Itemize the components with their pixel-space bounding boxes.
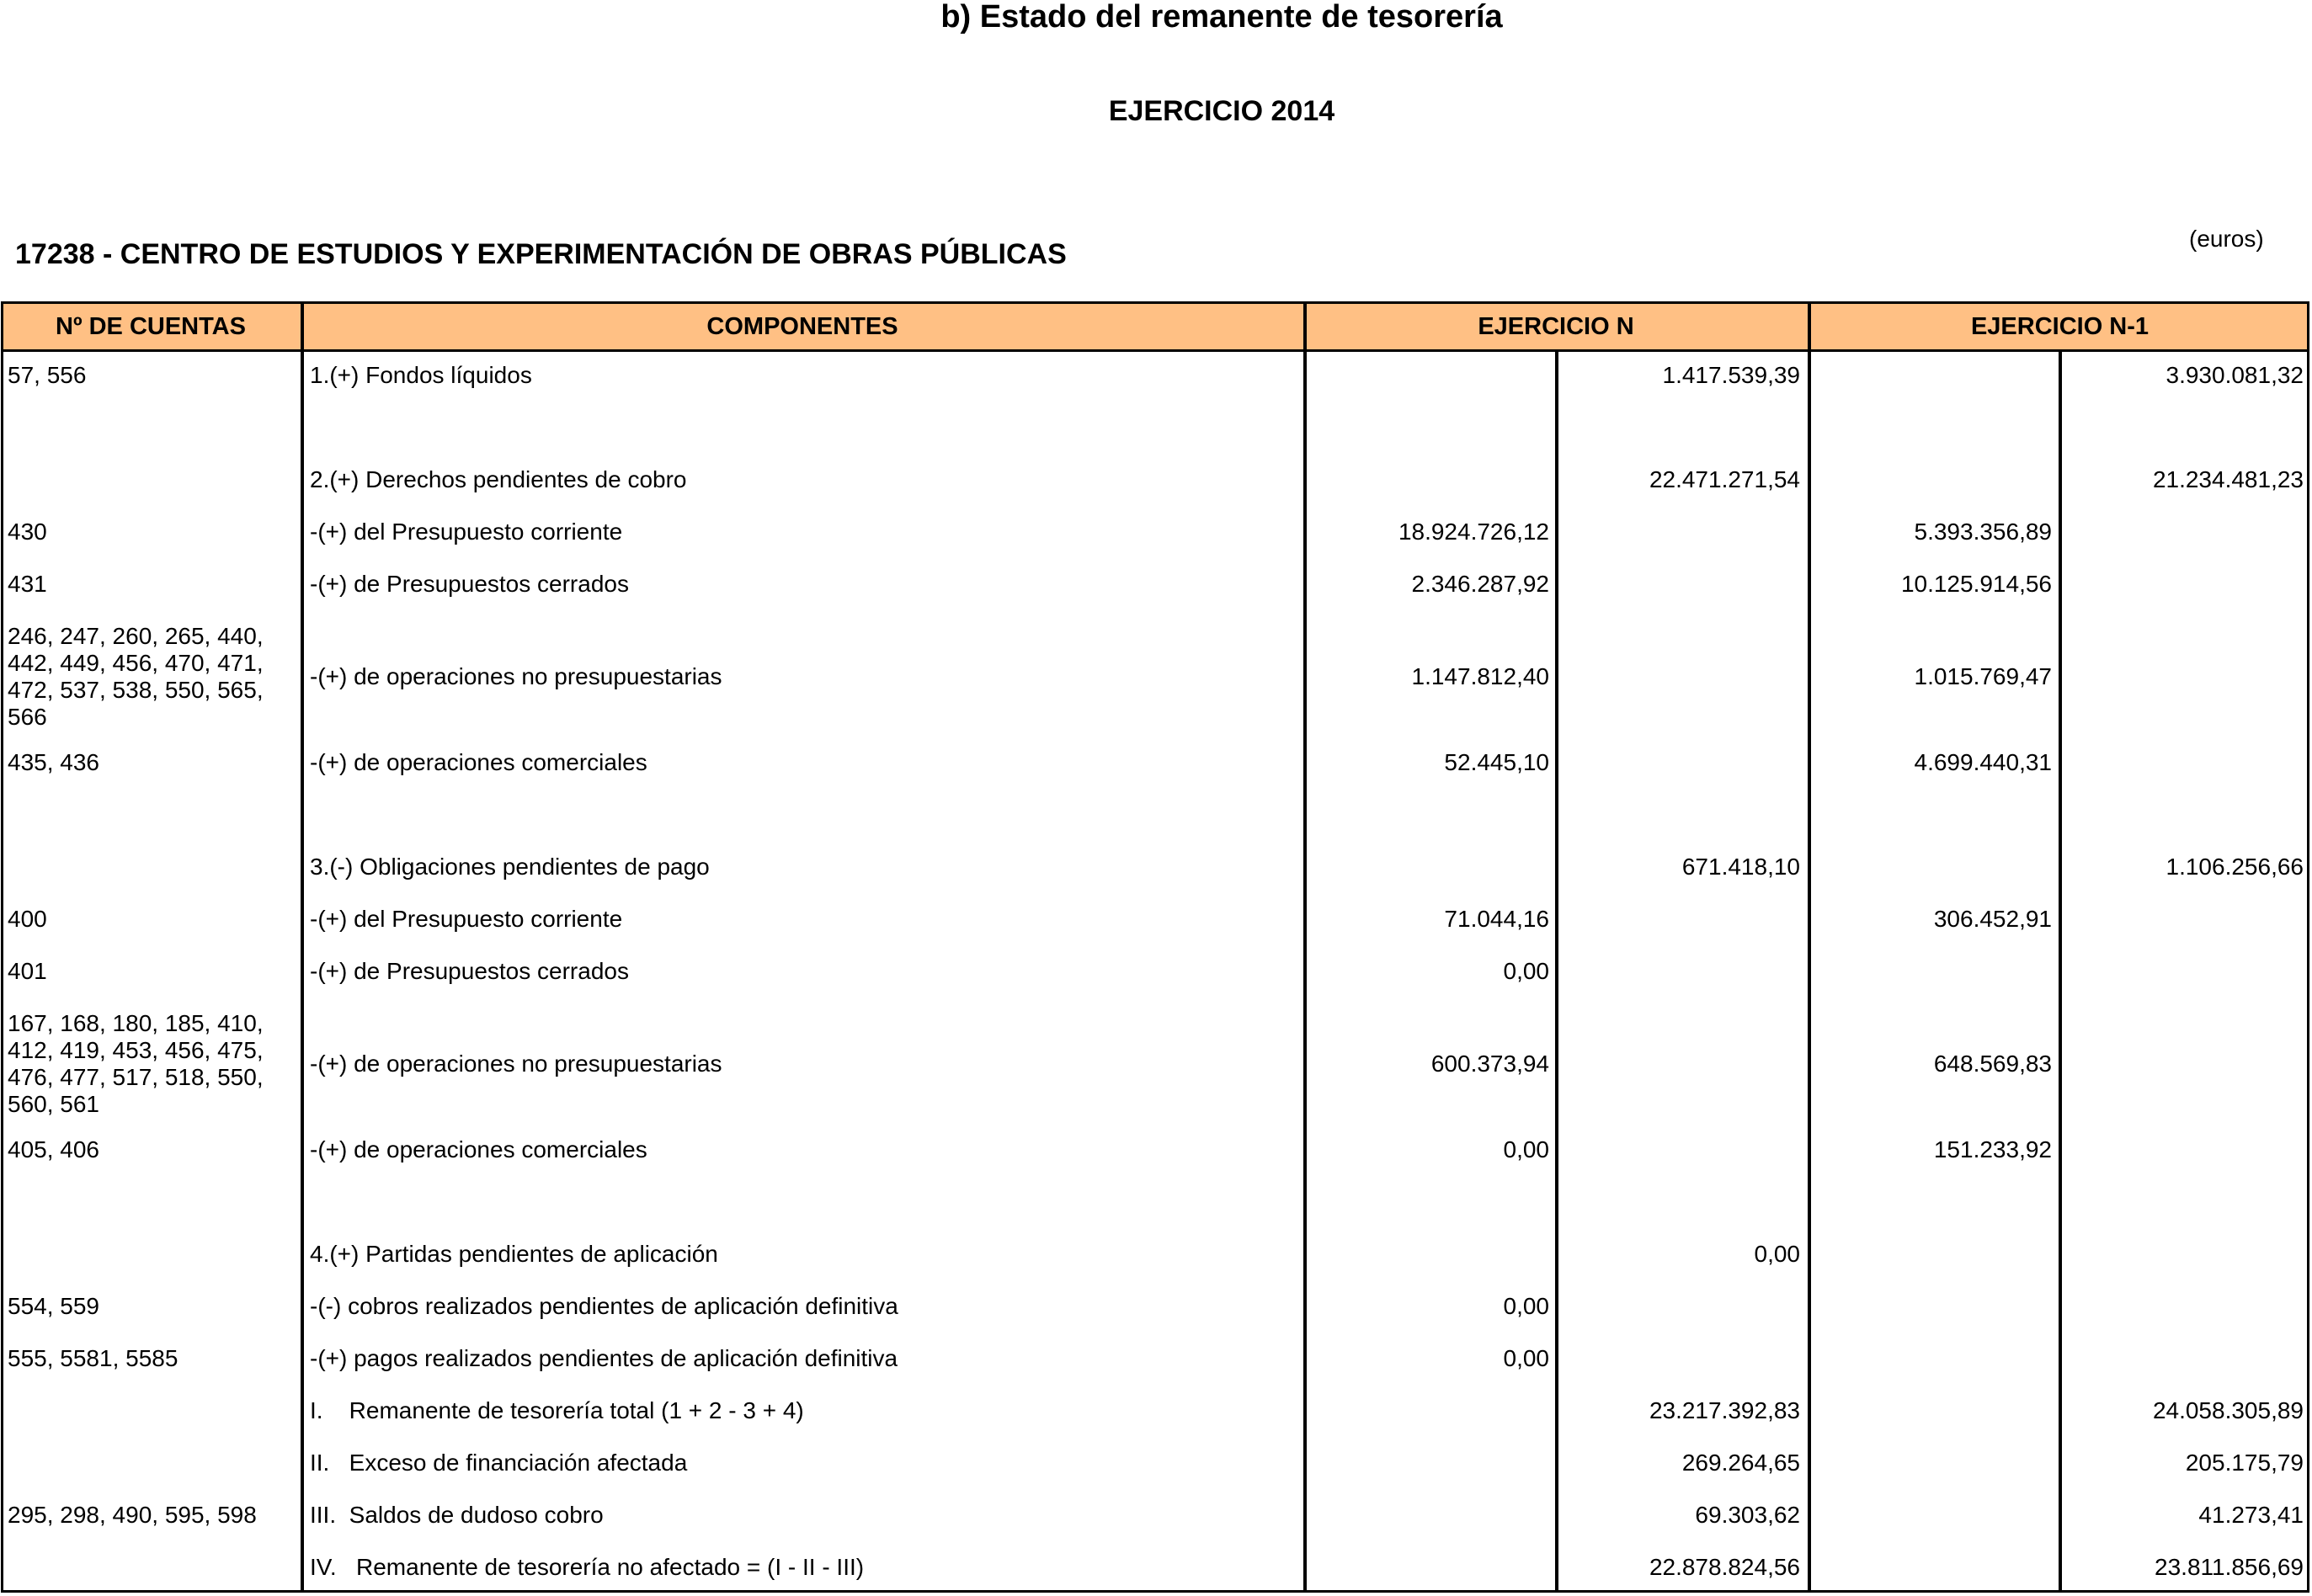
year-n-detail-amount: 1.147.812,40	[1411, 663, 1549, 689]
account-numbers: 555, 5581, 5585	[8, 1345, 178, 1371]
subcolumn-divider	[1555, 352, 1558, 1593]
year-n1-total-amount: 3.930.081,32	[2166, 362, 2304, 388]
year-n1-total-amount: 24.058.305,89	[2152, 1397, 2304, 1423]
year-n1-total-amount: 23.811.856,69	[2155, 1554, 2304, 1580]
year-n-detail-amount: 71.044,16	[1444, 906, 1549, 932]
component-label: II. Exceso de financiación afectada	[310, 1450, 688, 1476]
column-header-year-n1: EJERCICIO N-1	[1970, 313, 2150, 340]
component-label: -(+) pagos realizados pendientes de aplicación definitiva	[310, 1345, 898, 1371]
column-divider	[1808, 301, 1811, 1593]
account-numbers: 430	[8, 519, 47, 545]
year-n-detail-amount: 0,00	[1503, 1345, 1549, 1371]
fiscal-year-heading: EJERCICIO 2014	[1108, 95, 1335, 127]
component-label: -(+) del Presupuesto corriente	[310, 906, 623, 932]
year-n-detail-amount: 0,00	[1503, 1293, 1549, 1319]
year-n1-detail-amount: 4.699.440,31	[1914, 749, 2052, 775]
component-label: 2.(+) Derechos pendientes de cobro	[310, 466, 687, 492]
component-label: -(+) de operaciones no presupuestarias	[310, 1051, 722, 1077]
account-numbers: 400	[8, 906, 47, 932]
year-n-total-amount: 0,00	[1754, 1241, 1800, 1267]
year-n1-total-amount: 205.175,79	[2185, 1450, 2304, 1476]
year-n-detail-amount: 600.373,94	[1430, 1051, 1549, 1077]
column-header-year-n: EJERCICIO N	[1478, 313, 1634, 340]
component-label: IV. Remanente de tesorería no afectado = (I - II - III)	[310, 1554, 865, 1580]
account-numbers: 401	[8, 958, 47, 984]
year-n1-detail-amount: 151.233,92	[1933, 1136, 2052, 1162]
account-numbers: 405, 406	[8, 1136, 99, 1162]
component-label: -(+) de Presupuestos cerrados	[310, 958, 629, 984]
year-n1-detail-amount: 1.015.769,47	[1914, 663, 2052, 689]
year-n1-detail-amount: 306.452,91	[1933, 906, 2052, 932]
component-label: -(-) cobros realizados pendientes de aplicación definitiva	[310, 1293, 898, 1319]
year-n-total-amount: 23.217.392,83	[1649, 1397, 1800, 1423]
currency-units-label: (euros)	[2189, 226, 2264, 252]
component-label: -(+) de operaciones comerciales	[310, 1136, 647, 1162]
entity-heading: 17238 - CENTRO DE ESTUDIOS Y EXPERIMENTACIÓN DE OBRAS PÚBLICAS	[15, 238, 1067, 270]
report-title: b) Estado del remanente de tesorería	[940, 0, 1503, 35]
year-n-detail-amount: 0,00	[1503, 958, 1549, 984]
column-divider	[1303, 301, 1307, 1593]
year-n-detail-amount: 2.346.287,92	[1411, 571, 1549, 597]
component-label: III. Saldos de dudoso cobro	[310, 1502, 604, 1528]
year-n1-detail-amount: 5.393.356,89	[1914, 519, 2052, 545]
year-n1-total-amount: 1.106.256,66	[2166, 854, 2304, 880]
year-n-detail-amount: 52.445,10	[1444, 749, 1549, 775]
year-n1-total-amount: 21.234.481,23	[2152, 466, 2304, 492]
account-numbers: 431	[8, 571, 47, 597]
component-label: 3.(-) Obligaciones pendientes de pago	[310, 854, 710, 880]
account-numbers: 167, 168, 180, 185, 410, 412, 419, 453, 456, 475, 476, 477, 517, 518, 550, 560, 561	[8, 1010, 264, 1117]
component-label: 4.(+) Partidas pendientes de aplicación	[310, 1241, 718, 1267]
component-label: -(+) de operaciones comerciales	[310, 749, 647, 775]
year-n-total-amount: 1.417.539,39	[1662, 362, 1800, 388]
year-n-total-amount: 22.471.271,54	[1649, 466, 1800, 492]
year-n-detail-amount: 0,00	[1503, 1136, 1549, 1162]
column-divider	[301, 301, 304, 1593]
component-label: -(+) del Presupuesto corriente	[310, 519, 623, 545]
component-label: -(+) de Presupuestos cerrados	[310, 571, 629, 597]
year-n1-detail-amount: 10.125.914,56	[1900, 571, 2052, 597]
component-label: 1.(+) Fondos líquidos	[310, 362, 532, 388]
year-n-total-amount: 69.303,62	[1695, 1502, 1800, 1528]
subcolumn-divider	[2059, 352, 2062, 1593]
year-n-total-amount: 22.878.824,56	[1649, 1554, 1800, 1580]
account-numbers: 435, 436	[8, 749, 99, 775]
year-n-total-amount: 269.264,65	[1681, 1450, 1800, 1476]
account-numbers: 554, 559	[8, 1293, 99, 1319]
account-numbers: 295, 298, 490, 595, 598	[8, 1502, 257, 1528]
year-n-detail-amount: 18.924.726,12	[1398, 519, 1549, 545]
component-label: I. Remanente de tesorería total (1 + 2 - 3 + 4)	[310, 1397, 804, 1423]
year-n1-total-amount: 41.273,41	[2198, 1502, 2304, 1528]
account-numbers: 246, 247, 260, 265, 440, 442, 449, 456, 470, 471, 472, 537, 538, 550, 565, 566	[8, 623, 264, 730]
year-n1-detail-amount: 648.569,83	[1933, 1051, 2052, 1077]
year-n-total-amount: 671.418,10	[1681, 854, 1800, 880]
component-label: -(+) de operaciones no presupuestarias	[310, 663, 722, 689]
account-numbers: 57, 556	[8, 362, 87, 388]
column-header-components: COMPONENTES	[706, 313, 898, 340]
column-header-accounts: Nº DE CUENTAS	[56, 313, 246, 340]
